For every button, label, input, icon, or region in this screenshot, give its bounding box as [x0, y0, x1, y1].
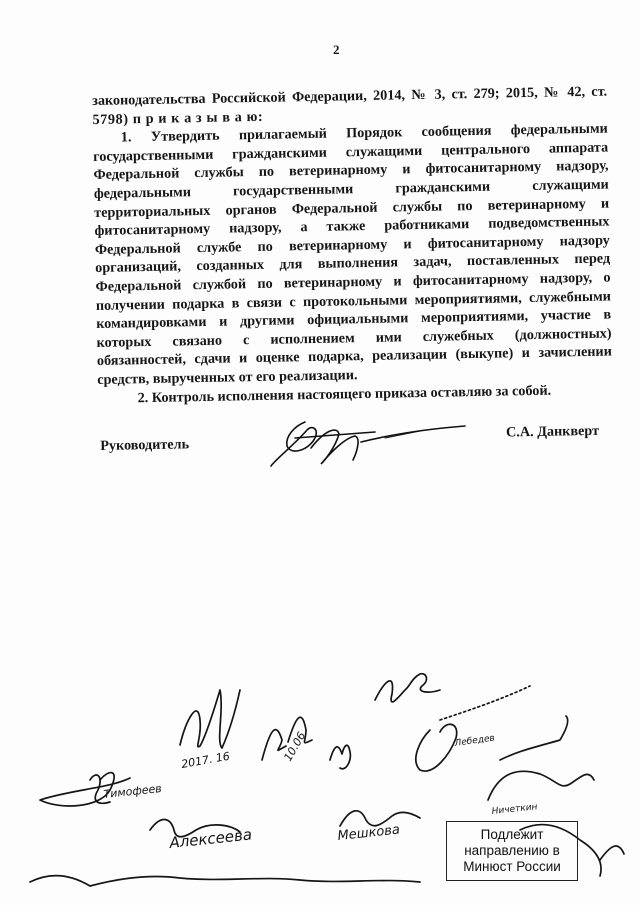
signatory-name: С.А. Данкверт — [505, 422, 600, 441]
visa-alekseeva: Алексеева — [168, 825, 253, 852]
visa-date-1: 2017. 16 — [180, 749, 231, 771]
text-line: которых связано с исполнением ими служебных (должностных) — [96, 325, 612, 351]
signatory-title: Руководитель — [100, 436, 190, 454]
stamp-line-3: Минюст России — [463, 859, 561, 874]
stamp-line-2: направлению в — [464, 843, 560, 858]
order-text — [92, 83, 613, 408]
text-line: обязанностей, сдачи и оценке подарка, реализации (выкупе) и зачислении — [96, 343, 612, 370]
text-line: организаций, созданных для выполнения задач, поставленных перед — [95, 250, 611, 277]
visa-timofeev: Тимофеев — [102, 781, 163, 801]
ministry-justice-stamp — [446, 821, 578, 881]
text-line: фитосанитарному надзору, а также работниками подведомственных — [94, 213, 610, 240]
text-line: Федеральной службой по ветеринарному и фитосанитарному надзору, о — [95, 269, 611, 295]
text-line: законодательства Российской Федерации, 2014, № 3, ст. 279; 2015, № 42, ст. — [92, 83, 608, 109]
visa-lebedev: Лебедев — [454, 733, 496, 749]
text-line: Федеральной службы по ветеринарному и фитосанитарному надзору, — [93, 157, 609, 184]
text-line: территориальных органов Федеральной службы по ветеринарному и — [94, 195, 610, 221]
page-number: 2 — [333, 42, 340, 57]
text-line: 5798) п р и к а з ы в а ю: — [92, 108, 264, 128]
text-line: средств, вырученных от его реализации. — [97, 367, 358, 388]
handwritten-signature — [265, 408, 475, 478]
text-line: командировками и другими официальными мероприятиями, участие в — [96, 306, 612, 333]
text-line: федеральными государственными гражданскими служащими — [93, 176, 609, 202]
stamp-line-1: Подлежит — [480, 827, 544, 842]
text-line: государственными гражданскими служащими центрального аппарата — [93, 139, 609, 165]
text-line: Федеральной службе по ветеринарному и фитосанитарному надзору — [94, 232, 610, 258]
visa-date-2: 10.06 — [281, 729, 309, 764]
text-line: 1. Утвердить прилагаемый Порядок сообщения федеральными — [120, 120, 608, 146]
visa-meshkova: Мешкова — [336, 822, 401, 844]
text-line: 2. Контроль исполнения настоящего приказа оставляю за собой. — [137, 382, 552, 406]
visa-nichetkin: Ничеткин — [491, 802, 538, 817]
text-line: получении подарка в связи с протокольными мероприятиями, служебными — [95, 288, 611, 314]
